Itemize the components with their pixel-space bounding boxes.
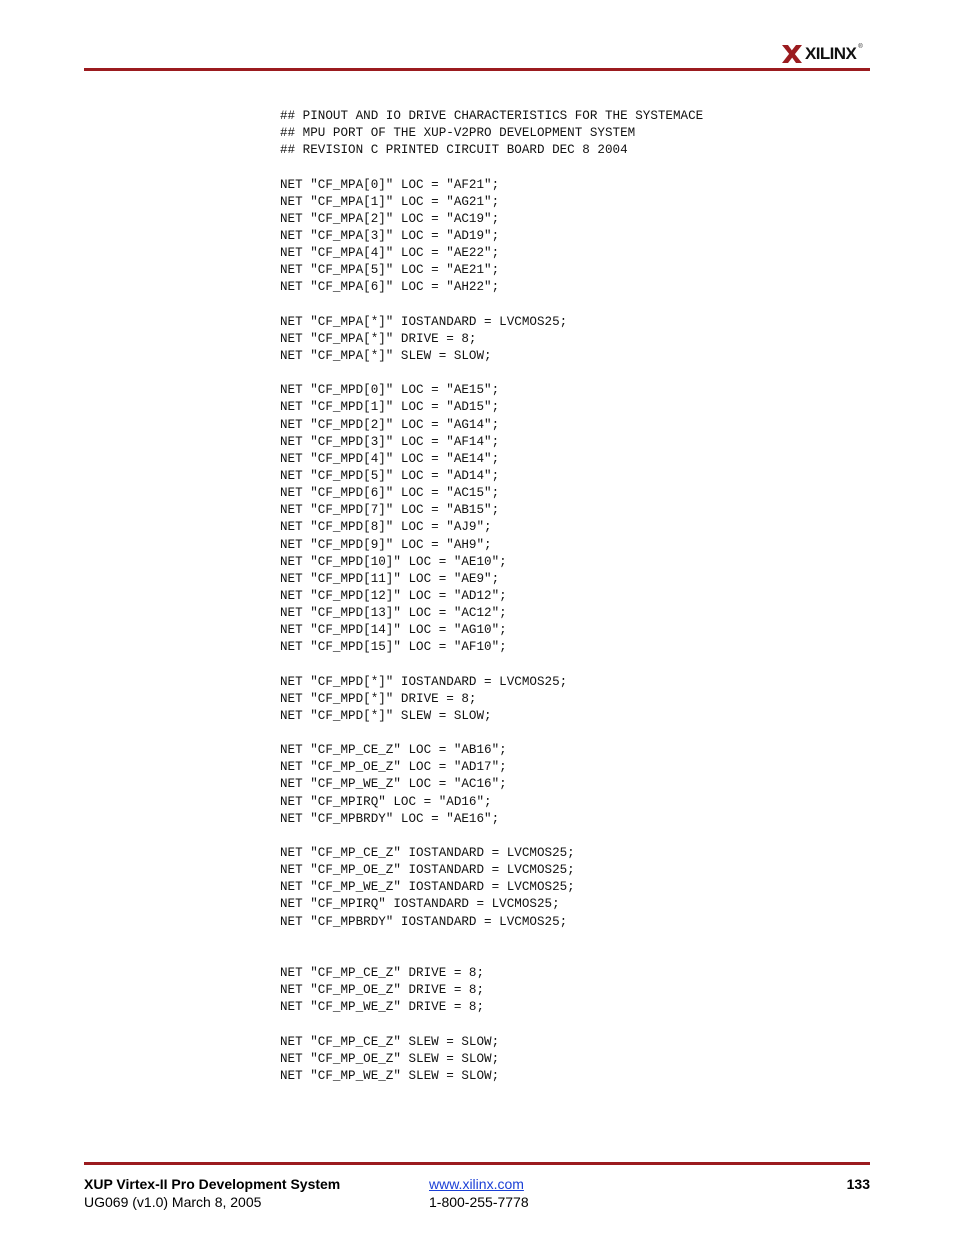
code-line: NET "CF_MPD[9]" LOC = "AH9"; xyxy=(280,537,492,552)
code-line xyxy=(280,828,703,845)
code-line: NET "CF_MPA[0]" LOC = "AF21"; xyxy=(280,177,500,192)
code-line: NET "CF_MPA[*]" DRIVE = 8; xyxy=(280,331,477,346)
code-line: NET "CF_MP_WE_Z" LOC = "AC16"; xyxy=(280,777,507,792)
code-line: NET "CF_MPA[*]" IOSTANDARD = LVCMOS25; xyxy=(280,314,568,329)
code-line: NET "CF_MPA[5]" LOC = "AE21"; xyxy=(280,263,500,278)
footer-phone: 1-800-255-7778 xyxy=(429,1194,529,1210)
code-line: NET "CF_MPD[3]" LOC = "AF14"; xyxy=(280,434,500,449)
code-line: ## REVISION C PRINTED CIRCUIT BOARD DEC 8 2004 xyxy=(280,143,628,158)
code-line: NET "CF_MPD[4]" LOC = "AE14"; xyxy=(280,451,500,466)
code-line xyxy=(280,948,703,965)
ucf-code-listing xyxy=(280,108,703,1085)
code-line: NET "CF_MPD[1]" LOC = "AD15"; xyxy=(280,400,500,415)
code-line: NET "CF_MPA[3]" LOC = "AD19"; xyxy=(280,228,500,243)
code-line: NET "CF_MPBRDY" LOC = "AE16"; xyxy=(280,811,500,826)
code-line xyxy=(280,1016,703,1033)
code-line: NET "CF_MP_OE_Z" IOSTANDARD = LVCMOS25; xyxy=(280,863,575,878)
code-line: NET "CF_MP_OE_Z" DRIVE = 8; xyxy=(280,983,485,998)
footer-rule xyxy=(84,1162,870,1165)
code-line: NET "CF_MPD[11]" LOC = "AE9"; xyxy=(280,571,500,586)
code-line: NET "CF_MP_CE_Z" LOC = "AB16"; xyxy=(280,743,507,758)
code-line: NET "CF_MPD[8]" LOC = "AJ9"; xyxy=(280,520,492,535)
code-line: NET "CF_MPBRDY" IOSTANDARD = LVCMOS25; xyxy=(280,914,568,929)
xilinx-logo xyxy=(780,40,863,68)
code-line: NET "CF_MPA[1]" LOC = "AG21"; xyxy=(280,194,500,209)
code-line: NET "CF_MPD[*]" DRIVE = 8; xyxy=(280,691,477,706)
code-line: NET "CF_MPA[4]" LOC = "AE22"; xyxy=(280,246,500,261)
footer-doc-id: UG069 (v1.0) March 8, 2005 xyxy=(84,1194,262,1210)
code-line: NET "CF_MPD[10]" LOC = "AE10"; xyxy=(280,554,507,569)
footer-left xyxy=(84,1176,340,1210)
code-line xyxy=(280,297,703,314)
code-line xyxy=(280,159,703,176)
code-line: NET "CF_MPIRQ" IOSTANDARD = LVCMOS25; xyxy=(280,897,560,912)
code-line: NET "CF_MPIRQ" LOC = "AD16"; xyxy=(280,794,492,809)
code-line xyxy=(280,365,703,382)
footer-doc-title: XUP Virtex-II Pro Development System xyxy=(84,1176,341,1192)
code-line: NET "CF_MP_WE_Z" DRIVE = 8; xyxy=(280,1000,485,1015)
xilinx-x-icon xyxy=(780,42,804,66)
code-line: NET "CF_MPA[*]" SLEW = SLOW; xyxy=(280,348,492,363)
code-line: NET "CF_MPA[6]" LOC = "AH22"; xyxy=(280,280,500,295)
code-line: NET "CF_MP_OE_Z" LOC = "AD17"; xyxy=(280,760,507,775)
website-link[interactable]: www.xilinx.com xyxy=(429,1176,524,1192)
code-line: NET "CF_MP_CE_Z" SLEW = SLOW; xyxy=(280,1034,500,1049)
code-line: NET "CF_MPD[2]" LOC = "AG14"; xyxy=(280,417,500,432)
code-line xyxy=(280,931,703,948)
code-line: NET "CF_MPD[5]" LOC = "AD14"; xyxy=(280,468,500,483)
code-line: NET "CF_MPD[6]" LOC = "AC15"; xyxy=(280,486,500,501)
logo-wordmark: XILINX xyxy=(805,44,857,63)
code-line: ## PINOUT AND IO DRIVE CHARACTERISTICS FOR THE SYSTEMACE xyxy=(280,109,704,123)
code-line: NET "CF_MPD[7]" LOC = "AB15"; xyxy=(280,503,500,518)
code-line: ## MPU PORT OF THE XUP-V2PRO DEVELOPMENT SYSTEM xyxy=(280,126,636,141)
footer-contact xyxy=(429,1176,529,1210)
code-line: NET "CF_MPD[14]" LOC = "AG10"; xyxy=(280,623,507,638)
code-line: NET "CF_MPD[13]" LOC = "AC12"; xyxy=(280,606,507,621)
code-line: NET "CF_MP_CE_Z" DRIVE = 8; xyxy=(280,966,485,981)
code-line: NET "CF_MP_CE_Z" IOSTANDARD = LVCMOS25; xyxy=(280,846,575,861)
code-line: NET "CF_MPD[12]" LOC = "AD12"; xyxy=(280,588,507,603)
code-line: NET "CF_MP_OE_Z" SLEW = SLOW; xyxy=(280,1051,500,1066)
code-line: NET "CF_MPD[*]" SLEW = SLOW; xyxy=(280,708,492,723)
code-line: NET "CF_MPD[0]" LOC = "AE15"; xyxy=(280,383,500,398)
code-line: NET "CF_MPD[15]" LOC = "AF10"; xyxy=(280,640,507,655)
page-number: 133 xyxy=(846,1176,870,1192)
code-line xyxy=(280,657,703,674)
registered-mark: ® xyxy=(858,44,863,50)
code-line: NET "CF_MPD[*]" IOSTANDARD = LVCMOS25; xyxy=(280,674,568,689)
code-line xyxy=(280,725,703,742)
header-rule xyxy=(84,68,870,71)
code-line: NET "CF_MPA[2]" LOC = "AC19"; xyxy=(280,211,500,226)
code-line: NET "CF_MP_WE_Z" IOSTANDARD = LVCMOS25; xyxy=(280,880,575,895)
code-line: NET "CF_MP_WE_Z" SLEW = SLOW; xyxy=(280,1068,500,1083)
